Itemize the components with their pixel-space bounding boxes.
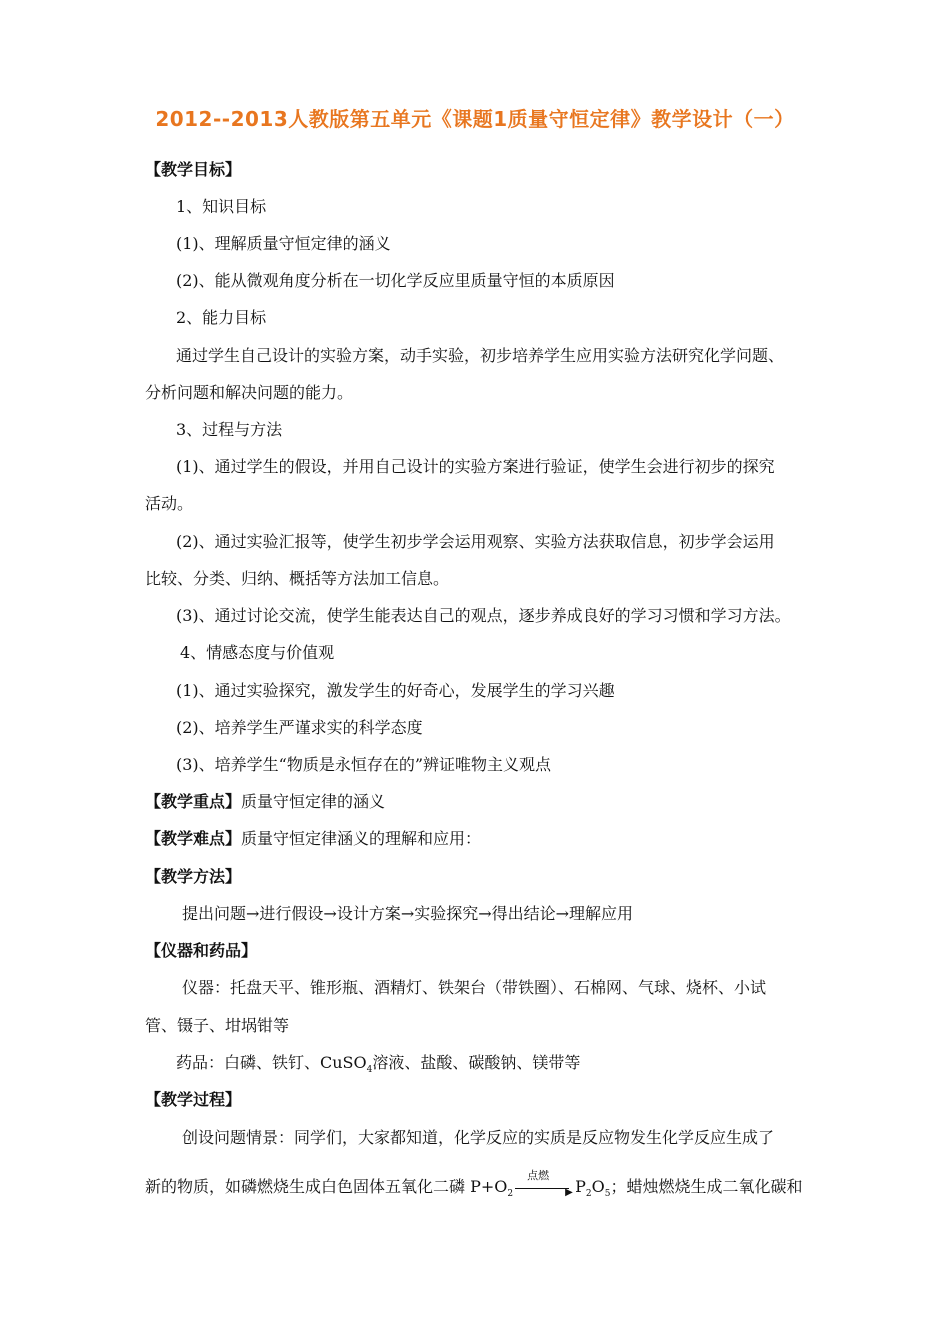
arrow-head-icon: ▶ xyxy=(565,1186,573,1198)
paragraph: 2、能力目标 xyxy=(176,308,267,327)
arrow-condition: 点燃 xyxy=(527,1168,550,1182)
paragraph: (1)、通过实验探究，激发学生的好奇心，发展学生的学习兴趣 xyxy=(176,681,615,700)
paragraph: (1)、理解质量守恒定律的涵义 xyxy=(176,234,391,253)
paragraph: 活动。 xyxy=(145,494,194,513)
paragraph: 比较、分类、归纳、概括等方法加工信息。 xyxy=(145,569,450,588)
reagents-text: 药品：白磷、铁钉、CuSO xyxy=(176,1053,367,1072)
reaction-arrow xyxy=(513,1168,575,1198)
subscript: 5 xyxy=(604,1189,611,1199)
product-o: O xyxy=(591,1177,605,1196)
equation-text-rest: ；蜡烛燃烧生成二氧化碳和 xyxy=(610,1177,803,1196)
paragraph: 1、知识目标 xyxy=(176,197,267,216)
section-heading-method: 【教学方法】 xyxy=(145,867,242,886)
paragraph: 4、情感态度与价值观 xyxy=(180,643,335,662)
paragraph: 管、镊子、坩埚钳等 xyxy=(145,1016,290,1035)
difficulty-text: 质量守恒定律涵义的理解和应用： xyxy=(241,829,482,848)
subscript: 2 xyxy=(585,1189,592,1199)
arrow-shaft xyxy=(515,1188,569,1189)
product-p: P xyxy=(575,1177,586,1196)
paragraph: (2)、能从微观角度分析在一切化学反应里质量守恒的本质原因 xyxy=(176,271,615,290)
section-heading-key-point: 【教学重点】 xyxy=(145,792,242,811)
reagents-line xyxy=(176,1053,580,1080)
section-heading-process: 【教学过程】 xyxy=(145,1090,242,1109)
section-heading-difficulty: 【教学难点】 xyxy=(145,829,242,848)
paragraph: (1)、通过学生的假设，并用自己设计的实验方案进行验证，使学生会进行初步的探究 xyxy=(176,457,775,476)
equation-line xyxy=(145,1168,803,1204)
paragraph: 仪器：托盘天平、锥形瓶、酒精灯、铁架台（带铁圈）、石棉网、气球、烧杯、小试 xyxy=(182,978,767,997)
difficulty-line xyxy=(145,829,481,849)
paragraph: 分析问题和解决问题的能力。 xyxy=(145,383,354,402)
paragraph: 创设问题情景：同学们，大家都知道，化学反应的实质是反应物发生化学反应生成了 xyxy=(182,1128,775,1147)
paragraph: (2)、通过实验汇报等，使学生初步学会运用观察、实验方法获取信息，初步学会运用 xyxy=(176,532,775,551)
section-heading-objectives: 【教学目标】 xyxy=(145,160,242,179)
paragraph: (2)、培养学生严谨求实的科学态度 xyxy=(176,718,423,737)
paragraph: 通过学生自己设计的实验方案，动手实验，初步培养学生应用实验方法研究化学问题、 xyxy=(176,346,785,365)
document-title: 2012--2013人教版第五单元《课题1质量守恒定律》教学设计（一） xyxy=(155,107,795,131)
subscript: 2 xyxy=(507,1189,514,1199)
paragraph: 3、过程与方法 xyxy=(176,420,283,439)
key-point-text: 质量守恒定律的涵义 xyxy=(241,792,386,811)
section-heading-equipment: 【仪器和药品】 xyxy=(145,941,258,960)
paragraph: (3)、培养学生“物质是永恒存在的”辨证唯物主义观点 xyxy=(176,755,552,774)
paragraph: (3)、通过讨论交流，使学生能表达自己的观点，逐步养成良好的学习习惯和学习方法。 xyxy=(176,606,791,625)
equation-text: 新的物质，如磷燃烧生成白色固体五氧化二磷 P+O xyxy=(145,1177,508,1196)
subscript: 4 xyxy=(366,1065,373,1075)
reagents-text-rest: 溶液、盐酸、碳酸钠、镁带等 xyxy=(372,1053,581,1072)
key-point-line xyxy=(145,792,385,812)
method-flow: 提出问题→进行假设→设计方案→实验探究→得出结论→理解应用 xyxy=(182,904,634,923)
